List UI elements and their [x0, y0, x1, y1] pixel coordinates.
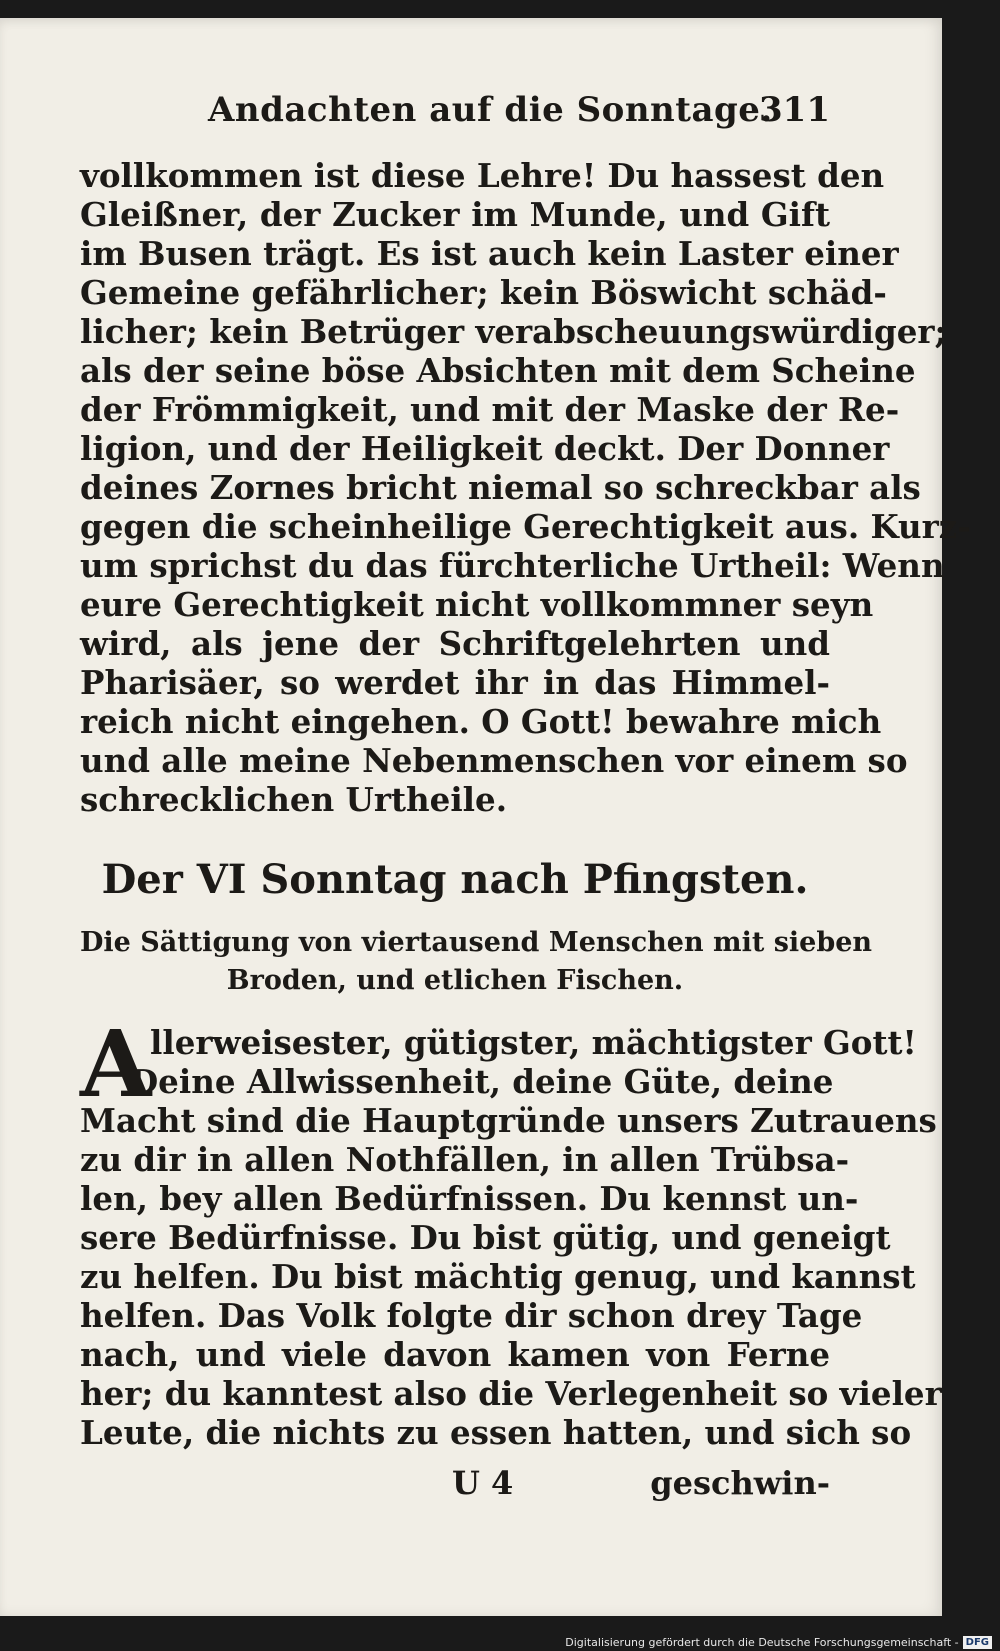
digitization-credit — [565, 1636, 992, 1649]
paragraph-2 — [80, 1023, 942, 1452]
text-line: her; du kanntest also die Verlegenheit so vieler — [80, 1374, 942, 1413]
subtitle-line: Broden, und etlichen Fischen. — [226, 965, 684, 996]
text-line: Pharisäer, so werdet ihr in das Himmel- — [80, 663, 830, 702]
text-line: wird, als jene der Schriftgelehrten und — [80, 624, 830, 663]
page-footer — [80, 1464, 830, 1504]
text-line: llerweisester, gütigster, mächtigster Gott! — [150, 1023, 917, 1062]
text-line: schrecklichen Urtheile. — [80, 780, 508, 819]
text-line: um sprichst du das fürchterliche Urtheil: Wenn — [80, 546, 945, 585]
text-line: Deine Allwissenheit, deine Güte, deine — [130, 1062, 834, 1101]
catchword: geschwin- — [650, 1464, 830, 1502]
text-line: der Frömmigkeit, und mit der Maske der Re- — [80, 390, 900, 429]
text-line: nach, und viele davon kamen von Ferne — [80, 1335, 830, 1374]
text-line: ligion, und der Heiligkeit deckt. Der Donner — [80, 429, 890, 468]
section-subtitle — [80, 924, 873, 1000]
text-line: als der seine böse Absichten mit dem Scheine — [80, 351, 916, 390]
text-line: Gleißner, der Zucker im Munde, und Gift — [80, 195, 830, 234]
paragraph-1 — [80, 156, 971, 819]
text-line: im Busen trägt. Es ist auch kein Laster einer — [80, 234, 899, 273]
text-line: reich nicht eingehen. O Gott! bewahre mich — [80, 702, 882, 741]
signature-mark: U 4 — [452, 1464, 514, 1502]
text-line: helfen. Das Volk folgte dir schon drey Tage — [80, 1296, 863, 1335]
subtitle-line: Die Sättigung von viertausend Menschen mit sieben — [80, 927, 873, 958]
text-line: eure Gerechtigkeit nicht vollkommner seyn — [80, 585, 874, 624]
running-head: Andachten auf die Sonntage. — [208, 90, 773, 130]
text-line: Leute, die nichts zu essen hatten, und sich so — [80, 1413, 912, 1452]
text-line: gegen die scheinheilige Gerechtigkeit aus. Kurz- — [80, 507, 971, 546]
text-line: deines Zornes bricht niemal so schreckbar als — [80, 468, 921, 507]
text-line: vollkommen ist diese Lehre! Du hassest den — [80, 156, 885, 195]
text-line: Macht sind die Hauptgründe unsers Zutrauens — [80, 1101, 937, 1140]
drop-cap: A — [80, 1010, 152, 1118]
text-line: licher; kein Betrüger verabscheuungswürdiger; — [80, 312, 947, 351]
book-page — [0, 18, 971, 1616]
text-line: len, bey allen Bedürfnissen. Du kennst un- — [80, 1179, 859, 1218]
text-line: sere Bedürfnisse. Du bist gütig, und geneigt — [80, 1218, 891, 1257]
credit-text: Digitalisierung gefördert durch die Deutsche Forschungsgemeinschaft - — [565, 1636, 959, 1649]
text-line: Gemeine gefährlicher; kein Böswicht schäd- — [80, 273, 887, 312]
text-line: zu helfen. Du bist mächtig genug, und kannst — [80, 1257, 916, 1296]
dfg-logo: DFG — [963, 1636, 992, 1649]
text-line: und alle meine Nebenmenschen vor einem so — [80, 741, 908, 780]
page-header — [80, 78, 830, 138]
page-number: 311 — [759, 90, 830, 130]
text-line: zu dir in allen Nothfällen, in allen Trübsa- — [80, 1140, 850, 1179]
section-heading: Der VI Sonntag nach Pfingsten. — [101, 856, 809, 903]
